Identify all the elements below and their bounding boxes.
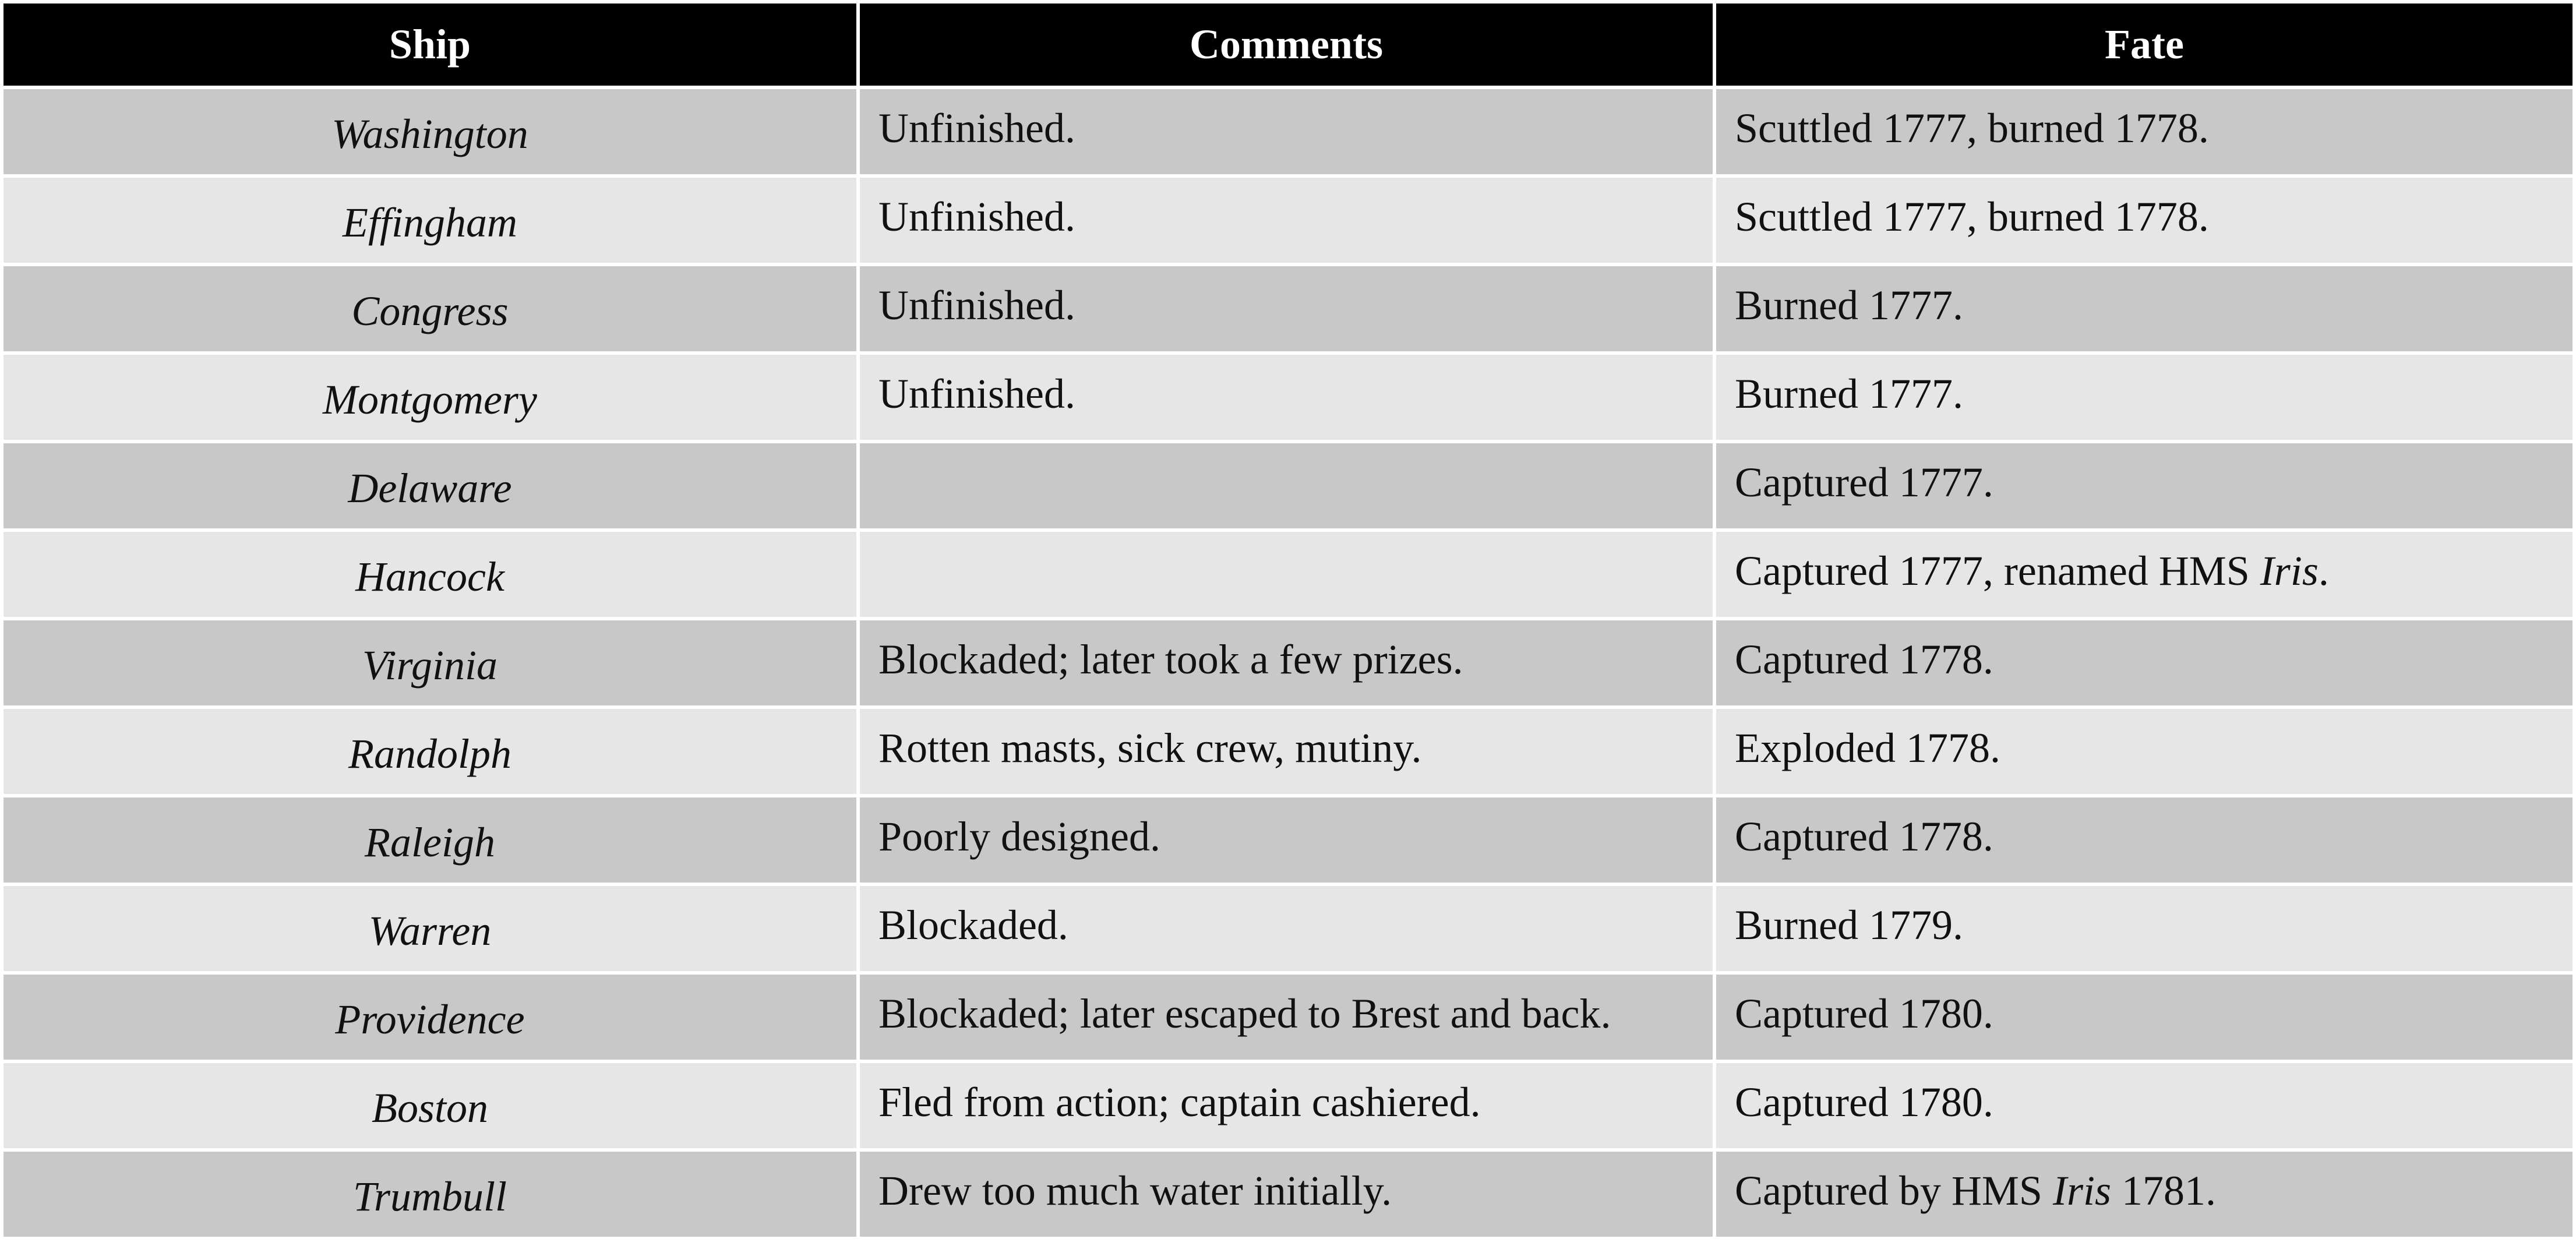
fate-text <box>1735 636 1993 683</box>
ship-name: Raleigh <box>365 818 495 866</box>
comments-text: Unfinished. <box>878 193 1075 240</box>
fate-cell <box>1716 89 2573 174</box>
fate-cell <box>1716 355 2573 440</box>
comments-text: Blockaded. <box>878 901 1068 948</box>
comments-cell <box>860 620 1713 705</box>
table-row <box>3 620 2573 705</box>
fate-cell <box>1716 443 2573 528</box>
table-row <box>3 532 2573 617</box>
fate-segment: Captured by HMS <box>1735 1167 2053 1214</box>
fate-segment: Burned 1779. <box>1735 901 1963 948</box>
ship-name: Boston <box>371 1084 488 1131</box>
fate-segment: Captured 1780. <box>1735 990 1993 1037</box>
table-row <box>3 1063 2573 1148</box>
fate-text <box>1735 370 1963 417</box>
ship-name-cell <box>3 532 856 617</box>
table-body <box>3 89 2573 1237</box>
fate-segment: Captured 1778. <box>1735 813 1993 860</box>
ship-name: Virginia <box>362 641 497 689</box>
comments-cell <box>860 443 1713 528</box>
fate-cell <box>1716 797 2573 883</box>
header-row <box>3 3 2573 86</box>
table-row <box>3 975 2573 1060</box>
fate-segment: Burned 1777. <box>1735 281 1963 329</box>
ship-name-cell <box>3 178 856 263</box>
ship-name: Congress <box>351 287 509 334</box>
header-fate: Fate <box>1716 3 2573 86</box>
comments-cell <box>860 975 1713 1060</box>
fate-text <box>1735 990 1993 1037</box>
fate-segment: Captured 1777, renamed HMS <box>1735 547 2260 594</box>
table-row <box>3 886 2573 971</box>
ship-name: Warren <box>368 907 492 954</box>
comments-cell <box>860 266 1713 351</box>
header-comments: Comments <box>860 3 1713 86</box>
fate-cell <box>1716 1152 2573 1237</box>
fate-text <box>1735 725 2000 771</box>
fate-cell <box>1716 532 2573 617</box>
fate-cell <box>1716 975 2573 1060</box>
fate-cell <box>1716 1063 2573 1148</box>
comments-text: Blockaded; later took a few prizes. <box>878 636 1463 683</box>
fate-cell <box>1716 709 2573 794</box>
fate-cell <box>1716 620 2573 705</box>
comments-text: Unfinished. <box>878 370 1075 417</box>
table-row <box>3 355 2573 440</box>
fate-text <box>1735 902 1963 948</box>
fate-text <box>1735 1167 2216 1214</box>
comments-text: Unfinished. <box>878 281 1075 329</box>
ship-name: Washington <box>331 110 528 157</box>
ship-name-cell <box>3 620 856 705</box>
ship-name-cell <box>3 355 856 440</box>
fate-cell <box>1716 886 2573 971</box>
comments-cell <box>860 709 1713 794</box>
fate-segment: Exploded 1778. <box>1735 724 2000 771</box>
table-header <box>3 3 2573 86</box>
fate-text <box>1735 459 1993 506</box>
ship-name: Hancock <box>355 553 504 600</box>
fate-cell <box>1716 178 2573 263</box>
ship-name: Trumbull <box>352 1173 507 1220</box>
comments-text: Poorly designed. <box>878 813 1160 860</box>
table-row <box>3 178 2573 263</box>
table-row <box>3 709 2573 794</box>
fate-text <box>1735 105 2209 151</box>
comments-cell <box>860 355 1713 440</box>
fate-ship-reference: Iris <box>2260 547 2319 594</box>
ship-name: Delaware <box>348 464 512 511</box>
fate-segment: Captured 1777. <box>1735 458 1993 506</box>
ship-name-cell <box>3 797 856 883</box>
ship-name-cell <box>3 443 856 528</box>
ship-name-cell <box>3 1152 856 1237</box>
ship-name-cell <box>3 886 856 971</box>
comments-cell <box>860 886 1713 971</box>
table-row <box>3 443 2573 528</box>
ship-name-cell <box>3 89 856 174</box>
fate-cell <box>1716 266 2573 351</box>
ship-name-cell <box>3 1063 856 1148</box>
table-row <box>3 266 2573 351</box>
comments-cell <box>860 1152 1713 1237</box>
fate-text <box>1735 813 1993 860</box>
comments-text: Fled from action; captain cashiered. <box>878 1078 1481 1125</box>
fate-segment: Burned 1777. <box>1735 370 1963 417</box>
fate-segment: 1781. <box>2111 1167 2217 1214</box>
table-row <box>3 89 2573 174</box>
fate-text <box>1735 548 2329 594</box>
comments-text: Rotten masts, sick crew, mutiny. <box>878 724 1422 771</box>
ship-name: Randolph <box>348 730 511 777</box>
comments-text: Blockaded; later escaped to Brest and back. <box>878 990 1611 1037</box>
comments-cell <box>860 89 1713 174</box>
fate-segment: . <box>2318 547 2329 594</box>
comments-cell <box>860 532 1713 617</box>
comments-cell <box>860 1063 1713 1148</box>
ship-name-cell <box>3 975 856 1060</box>
ship-name: Providence <box>335 996 525 1043</box>
ship-name-cell <box>3 266 856 351</box>
comments-text: Drew too much water initially. <box>878 1167 1392 1214</box>
header-ship: Ship <box>3 3 856 86</box>
fate-text <box>1735 1079 1993 1125</box>
fate-segment: Scuttled 1777, burned 1778. <box>1735 193 2209 240</box>
fate-ship-reference: Iris <box>2052 1167 2112 1214</box>
ship-name: Montgomery <box>323 376 537 423</box>
ship-name: Effingham <box>343 199 517 246</box>
fate-text <box>1735 193 2209 240</box>
comments-cell <box>860 178 1713 263</box>
fate-text <box>1735 282 1963 329</box>
comments-cell <box>860 797 1713 883</box>
comments-text: Unfinished. <box>878 104 1075 151</box>
fate-segment: Captured 1780. <box>1735 1078 1993 1125</box>
table-row <box>3 1152 2573 1237</box>
table-row <box>3 797 2573 883</box>
ship-name-cell <box>3 709 856 794</box>
fate-segment: Scuttled 1777, burned 1778. <box>1735 104 2209 151</box>
fate-segment: Captured 1778. <box>1735 636 1993 683</box>
